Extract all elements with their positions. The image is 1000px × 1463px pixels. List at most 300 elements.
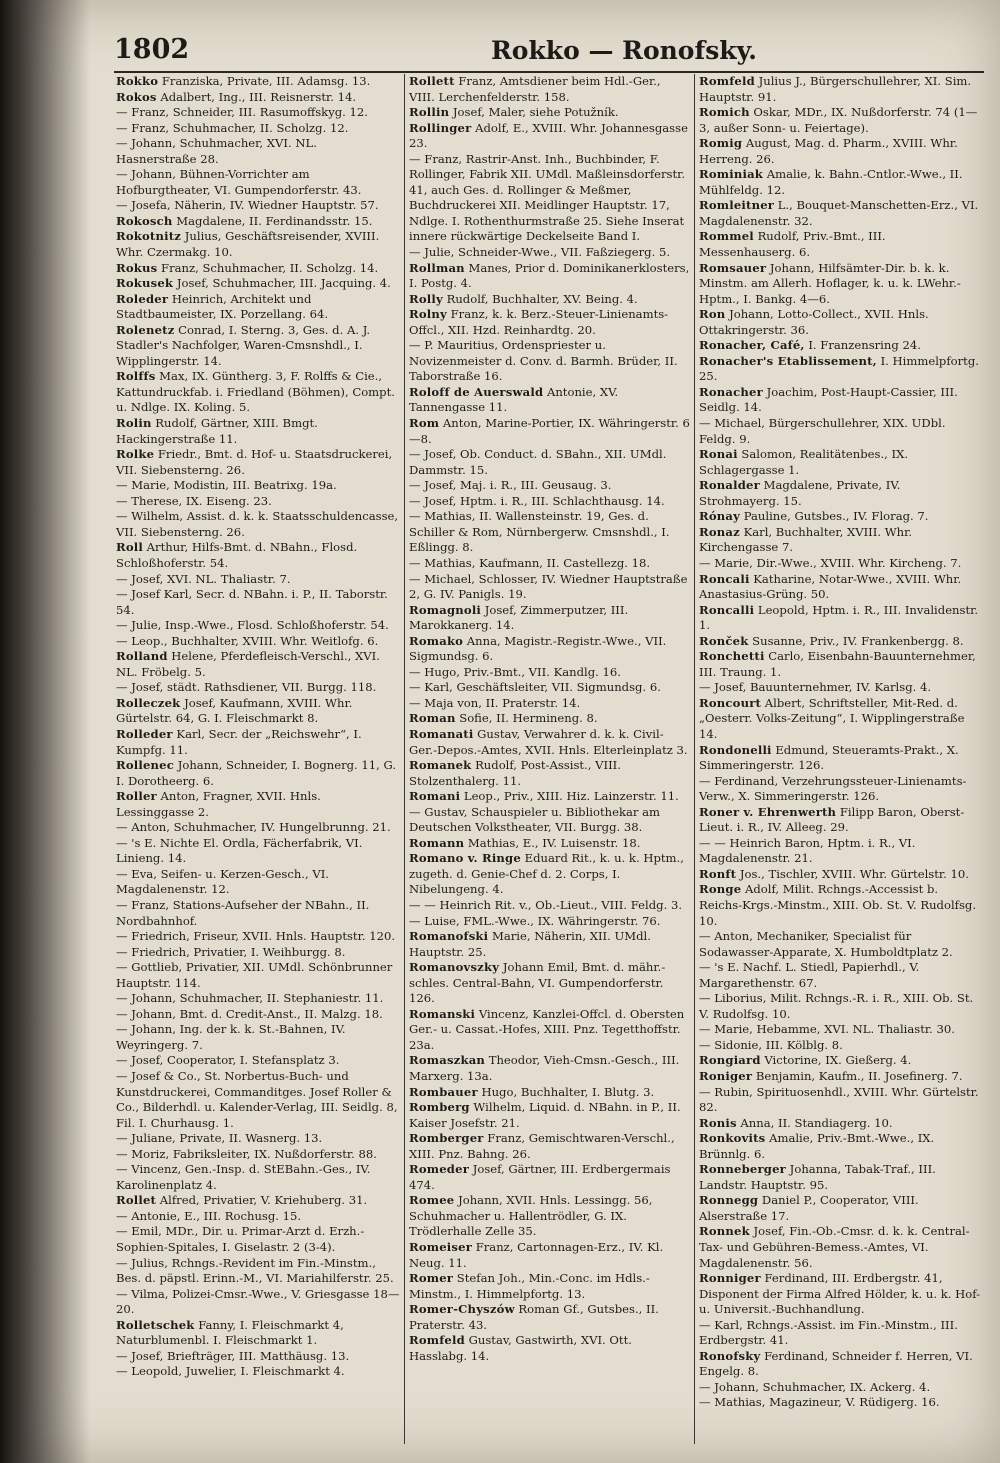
directory-entry	[699, 634, 980, 650]
entry-surname: Roniger	[699, 1069, 753, 1083]
directory-entry	[699, 1318, 980, 1349]
entry-text: — Emil, MDr., Dir. u. Primar-Arzt d. Erzh.-Sophien-Spitales, I. Giselastr. 2 (3-4).	[116, 1224, 365, 1255]
entry-surname: Roner v. Ehrenwerth	[699, 804, 837, 819]
directory-entry	[409, 572, 690, 603]
entry-text: — Leop., Buchhalter, XVIII. Whr. Weitlofg. 6.	[116, 633, 379, 648]
entry-text: Conrad, I. Sterng. 3, Ges. d. A. J. Stadler's Nachfolger, Waren-Cmsnshdl., I. Wipplingerstr. 14.	[116, 322, 371, 368]
directory-entry	[699, 1131, 980, 1162]
directory-entry	[409, 105, 690, 121]
directory-entry	[699, 478, 980, 509]
column-right	[694, 74, 984, 1444]
entry-text: — — Heinrich Baron, Hptm. i. R., VI. Magdalenenstr. 21.	[699, 835, 916, 866]
entry-text: Julius, Geschäftsreisender, XVIII. Whr. Czermakg. 10.	[116, 229, 380, 260]
directory-entry	[409, 385, 690, 416]
entry-text: — Maja von, II. Praterstr. 14.	[409, 695, 581, 710]
entry-surname: Romig	[699, 136, 743, 151]
directory-entry	[699, 696, 980, 743]
entry-text: Antonie, XV. Tannengasse 11.	[409, 384, 619, 415]
page-binding-edge	[0, 0, 90, 1463]
directory-entry	[699, 1053, 980, 1069]
directory-entry	[116, 416, 400, 447]
entry-surname: Rokosch	[116, 213, 173, 228]
entry-text: Rudolf, Buchhalter, XV. Being. 4.	[442, 291, 638, 306]
directory-entry	[409, 914, 690, 930]
entry-text: — Ferdinand, Verzehrungssteuer-Linienamts-Verw., X. Simmeringerstr. 126.	[699, 773, 967, 804]
directory-entry	[699, 1349, 980, 1380]
directory-entry	[699, 1380, 980, 1396]
directory-entry	[116, 167, 400, 198]
directory-entry	[699, 805, 980, 836]
entry-text: Filipp Baron, Oberst-Lieut. i. R., IV. Alleeg. 29.	[699, 804, 965, 835]
entry-text: — Vilma, Polizei-Cmsr.-Wwe., V. Griesgasse 18—20.	[116, 1286, 400, 1317]
directory-entry	[699, 447, 980, 478]
entry-text: — Josef, Hptm. i. R., III. Schlachthausg. 14.	[409, 493, 665, 508]
entry-text: Josef, Fin.-Ob.-Cmsr. d. k. k. Central-Tax- und Gebühren-Bemess.-Amtes, VI. Magdalenenstr. 56.	[699, 1224, 970, 1270]
directory-entry	[699, 198, 980, 229]
entry-text: — Josefa, Näherin, IV. Wiedner Hauptstr. 57.	[116, 198, 379, 213]
entry-text: Anna, II. Standiagerg. 10.	[736, 1115, 893, 1130]
entry-text: Victorine, IX. Gießerg. 4.	[760, 1053, 912, 1068]
entry-surname: Rondonelli	[699, 742, 772, 757]
entry-text: Julius J., Bürgerschullehrer, XI. Sim. Hauptstr. 91.	[699, 74, 972, 104]
entry-surname: Romanati	[409, 726, 474, 741]
directory-entry	[116, 680, 400, 696]
entry-surname: Romfeld	[409, 1333, 465, 1348]
entry-surname: Ronaz	[699, 524, 740, 539]
entry-surname: Ronge	[699, 882, 742, 897]
entry-text: — Josef, Bauunternehmer, IV. Karlsg. 4.	[699, 680, 932, 695]
entry-surname: Rokotnitz	[116, 229, 182, 244]
entry-text: Arthur, Hilfs-Bmt. d. NBahn., Flosd. Schloßhoferstr. 54.	[116, 540, 358, 570]
entry-text: Johann, Schneider, I. Bognerg. 11, G. I. Dorotheerg. 6.	[116, 758, 397, 788]
entry-surname: Ronofsky	[699, 1348, 761, 1363]
entry-text: — Friedrich, Friseur, XVII. Hnls. Hauptstr. 120.	[116, 929, 396, 944]
entry-surname: Rokus	[116, 260, 158, 275]
entry-surname: Romaszkan	[409, 1053, 486, 1068]
entry-text: Rudolf, Post-Assist., VIII. Stolzenthalerg. 11.	[409, 758, 621, 788]
entry-text: — Franz, Schuhmacher, II. Scholzg. 12.	[116, 120, 349, 135]
entry-text: — Josef, Cooperator, I. Stefansplatz 3.	[116, 1053, 340, 1068]
entry-text: Eduard Rit., k. u. k. Hptm., zugeth. d. Genie-Chef d. 2. Corps, I. Nibelungeng. 4.	[409, 851, 684, 897]
entry-surname: Romleitner	[699, 198, 775, 213]
directory-entry	[409, 556, 690, 572]
directory-entry	[409, 836, 690, 852]
entry-text: Oskar, MDr., IX. Nußdorferstr. 74 (1—3, außer Sonn- u. Feiertage).	[699, 105, 978, 135]
entry-surname: Ronnegg	[699, 1193, 759, 1208]
entry-text: Franz, k. k. Berz.-Steuer-Linienamts-Offcl., XII. Hzd. Reinhardtg. 20.	[409, 307, 669, 337]
entry-surname: Rollet	[116, 1193, 157, 1208]
entry-surname: Rom	[409, 416, 440, 431]
entry-surname: Romann	[409, 835, 465, 850]
entry-text: Katharine, Notar-Wwe., XVIII. Whr. Anastasius-Grüng. 50.	[699, 571, 962, 602]
directory-entry	[699, 525, 980, 556]
entry-surname: Ronai	[699, 447, 738, 462]
entry-text: — Johann, Bühnen-Vorrichter am Hofburgtheater, VI. Gumpendorferstr. 43.	[116, 167, 362, 197]
entry-text: Josef, Maler, siehe Potužník.	[449, 105, 619, 120]
entry-text: Edmund, Steueramts-Prakt., X. Simmeringerstr. 126.	[699, 742, 959, 773]
entry-text: Amalie, Priv.-Bmt.-Wwe., IX. Brünnlg. 6.	[699, 1131, 935, 1161]
directory-entry	[409, 245, 690, 261]
entry-text: Adolf, Milit. Rchngs.-Accessist b. Reichs-Krgs.-Minstm., XIII. Ob. St. V. Rudolfsg. 10.	[699, 882, 977, 928]
entry-text: — Josef, städt. Rathsdiener, VII. Burgg. 118.	[116, 680, 377, 695]
entry-surname: Rongiard	[699, 1053, 761, 1068]
entry-text: Helene, Pferdefleisch-Verschl., XVI. NL. Fröbelg. 5.	[116, 649, 380, 679]
directory-entry	[116, 991, 400, 1007]
directory-entry	[116, 1053, 400, 1069]
entry-surname: Ronnek	[699, 1224, 750, 1239]
entry-text: Franz, Gemischtwaren-Verschl., XIII. Pnz. Bahng. 26.	[409, 1131, 675, 1161]
entry-surname: Rommel	[699, 229, 754, 244]
directory-entry	[699, 1224, 980, 1271]
directory-entry	[409, 447, 690, 478]
directory-entry	[116, 121, 400, 137]
column-middle	[404, 74, 694, 1444]
entry-surname: Rolin	[116, 416, 152, 431]
directory-entry	[116, 1364, 400, 1380]
entry-text: — Mathias, Magazineur, V. Rüdigerg. 16.	[699, 1395, 940, 1410]
directory-entry	[699, 882, 980, 929]
entry-text: Franz, Amtsdiener beim Hdl.-Ger., VIII. Lerchenfelderstr. 158.	[409, 74, 661, 104]
entry-text: Roman Gf., Gutsbes., II. Praterstr. 43.	[409, 1302, 659, 1332]
page-header	[114, 34, 984, 70]
entry-text: Daniel P., Cooperator, VIII. Alserstraße 17.	[699, 1193, 919, 1223]
entry-surname: Ronkovits	[699, 1131, 766, 1146]
directory-entry	[699, 1085, 980, 1116]
entry-text: Magdalene, II. Ferdinandsstr. 15.	[172, 213, 373, 228]
entry-text: — Liborius, Milit. Rchngs.-R. i. R., XIII. Ob. St. V. Rudolfsg. 10.	[699, 991, 974, 1021]
entry-text: Adalbert, Ing., III. Reisnerstr. 14.	[156, 89, 357, 104]
entry-text: Hugo, Buchhalter, I. Blutg. 3.	[477, 1084, 655, 1099]
entry-text: — Franz, Stations-Aufseher der NBahn., II. Nordbahnhof.	[116, 897, 370, 928]
directory-entry	[116, 1256, 400, 1287]
entry-text: — Moriz, Fabriksleiter, IX. Nußdorferstr. 88.	[116, 1146, 377, 1161]
entry-text: Gustav, Verwahrer d. k. k. Civil-Ger.-Depos.-Amtes, XVII. Hnls. Elterleinplatz 3.	[409, 726, 688, 757]
directory-entry	[116, 789, 400, 820]
entry-surname: Rollett	[409, 74, 455, 88]
entry-text: — 's E. Nachf. L. Stiedl, Papierhdl., V. Margarethenstr. 67.	[699, 960, 920, 990]
directory-entry	[409, 261, 690, 292]
entry-text: — Gottlieb, Privatier, XII. UMdl. Schönbrunner Hauptstr. 114.	[116, 960, 393, 990]
entry-text: — — Heinrich Rit. v., Ob.-Lieut., VIII. Feldg. 3.	[409, 897, 683, 912]
directory-entry	[409, 478, 690, 494]
directory-entry	[116, 540, 400, 571]
directory-entry	[409, 711, 690, 727]
entry-surname: Romeder	[409, 1162, 470, 1177]
directory-entry	[116, 214, 400, 230]
directory-entry	[699, 1271, 980, 1318]
entry-text: Carlo, Eisenbahn-Bauunternehmer, III. Traung. 1.	[699, 649, 976, 679]
entry-text: — Marie, Hebamme, XVI. NL. Thaliastr. 30.	[699, 1022, 955, 1037]
entry-surname: Romako	[409, 633, 464, 648]
entry-surname: Rollinger	[409, 120, 472, 135]
directory-entry	[409, 665, 690, 681]
directory-entry	[116, 587, 400, 618]
entry-surname: Ronchetti	[699, 649, 765, 664]
directory-entry	[699, 1395, 980, 1411]
directory-entry	[409, 634, 690, 665]
entry-surname: Romfeld	[699, 74, 755, 88]
entry-surname: Rolenetz	[116, 322, 175, 337]
entry-text: — Michael, Schlosser, IV. Wiedner Hauptstraße 2, G. IV. Panigls. 19.	[409, 571, 688, 602]
entry-text: — Marie, Modistin, III. Beatrixg. 19a.	[116, 478, 337, 493]
entry-text: — Michael, Bürgerschullehrer, XIX. UDbl. Feldg. 9.	[699, 416, 946, 446]
entry-text: — Franz, Schneider, III. Rasumoffskyg. 12.	[116, 105, 368, 120]
directory-entry	[699, 774, 980, 805]
directory-entry	[699, 509, 980, 525]
directory-entry	[409, 1193, 690, 1240]
entry-columns	[114, 74, 986, 1444]
directory-entry	[116, 960, 400, 991]
directory-entry	[116, 1069, 400, 1131]
entry-surname: Romanski	[409, 1006, 476, 1021]
directory-entry	[116, 198, 400, 214]
entry-text: Franz, Cartonnagen-Erz., IV. Kl. Neug. 11.	[409, 1240, 664, 1270]
directory-entry	[699, 1162, 980, 1193]
entry-text: — Johann, Schuhmacher, XVI. NL. Hasnerstraße 28.	[116, 136, 317, 166]
directory-entry	[409, 696, 690, 712]
entry-text: — Sidonie, III. Kölblg. 8.	[699, 1037, 843, 1052]
directory-entry	[116, 136, 400, 167]
directory-entry	[699, 572, 980, 603]
entry-text: Karl, Secr. der „Reichswehr“, I. Kumpfg. 11.	[116, 726, 362, 757]
entry-surname: Rolke	[116, 447, 155, 462]
directory-entry	[116, 478, 400, 494]
column-left	[114, 74, 404, 1444]
entry-text: Rudolf, Gärtner, XIII. Bmgt. Hackingerstraße 11.	[116, 416, 318, 446]
entry-surname: Rolleder	[116, 726, 173, 741]
directory-entry	[699, 1116, 980, 1132]
directory-entry	[699, 136, 980, 167]
entry-text: — Johann, Schuhmacher, IX. Ackerg. 4.	[699, 1379, 931, 1394]
directory-entry	[699, 1038, 980, 1054]
directory-entry	[116, 1162, 400, 1193]
entry-text: Manes, Prior d. Dominikanerklosters, I. Postg. 4.	[409, 260, 690, 291]
entry-surname: Roller	[116, 789, 157, 804]
directory-entry	[116, 618, 400, 634]
directory-entry	[116, 105, 400, 121]
directory-entry	[116, 758, 400, 789]
directory-entry	[116, 836, 400, 867]
directory-entry	[699, 867, 980, 883]
entry-text: Rudolf, Priv.-Bmt., III. Messenhauserg. 6.	[699, 229, 886, 260]
entry-surname: Roncalli	[699, 602, 755, 617]
entry-surname: Romanovszky	[409, 960, 500, 975]
entry-text: Gustav, Gastwirth, XVI. Ott. Hasslabg. 14.	[409, 1333, 632, 1363]
entry-surname: Romano v. Ringe	[409, 851, 521, 866]
entry-surname: Romee	[409, 1193, 455, 1208]
entry-surname: Rokusek	[116, 276, 174, 291]
directory-entry	[409, 789, 690, 805]
entry-surname: Romberger	[409, 1131, 484, 1146]
directory-entry	[699, 354, 980, 385]
entry-surname: Romer	[409, 1271, 454, 1286]
directory-entry	[699, 603, 980, 634]
directory-entry	[116, 1131, 400, 1147]
entry-text: Heinrich, Architekt und Stadtbaumeister, IX. Porzellang. 64.	[116, 291, 329, 322]
entry-text: — Karl, Geschäftsleiter, VII. Sigmundsg. 6.	[409, 680, 661, 695]
directory-entry	[699, 680, 980, 696]
entry-surname: Rollman	[409, 260, 465, 275]
entry-text: — Leopold, Juwelier, I. Fleischmarkt 4.	[116, 1364, 345, 1379]
entry-text: Adolf, E., XVIII. Whr. Johannesgasse 23.	[409, 120, 688, 151]
entry-text: I. Franzensring 24.	[804, 338, 921, 353]
directory-entry	[116, 634, 400, 650]
directory-entry	[409, 1271, 690, 1302]
entry-surname: Ronalder	[699, 478, 760, 493]
entry-text: — Karl, Rchngs.-Assist. im Fin.-Minstm., III. Erdbergstr. 41.	[699, 1317, 958, 1348]
entry-text: — Luise, FML.-Wwe., IX. Währingerstr. 76.	[409, 913, 661, 928]
entry-text: — Julie, Schneider-Wwe., VII. Faßziegerg. 5.	[409, 245, 671, 260]
directory-entry	[409, 416, 690, 447]
entry-text: — Anton, Mechaniker, Specialist für Sodawasser-Apparate, X. Humboldtplatz 2.	[699, 929, 953, 959]
entry-text: Anton, Fragner, XVII. Hnls. Lessinggasse 2.	[116, 789, 321, 819]
directory-entry	[409, 805, 690, 836]
directory-entry	[116, 261, 400, 277]
entry-text: — Rubin, Spirituosenhdl., XVIII. Whr. Gürtelstr. 82.	[699, 1084, 979, 1115]
directory-entry	[409, 494, 690, 510]
entry-text: August, Mag. d. Pharm., XVIII. Whr. Herreng. 26.	[699, 136, 958, 166]
entry-text: Joachim, Post-Haupt-Cassier, III. Seidlg. 14.	[699, 384, 958, 415]
directory-entry	[116, 229, 400, 260]
directory-entry	[409, 929, 690, 960]
directory-entry	[116, 509, 400, 540]
entry-text: — Antonie, E., III. Rochusg. 15.	[116, 1208, 302, 1223]
entry-text: — 's E. Nichte El. Ordla, Fächerfabrik, VI. Linieng. 14.	[116, 835, 363, 866]
entry-text: — Josef & Co., St. Norbertus-Buch- und Kunstdruckerei, Commanditges. Josef Roller & Co., Bilderhdl. u. Kalender-Verlag, III. Seidlg. 8, Fil. I. Churhausg. 1.	[116, 1069, 398, 1130]
directory-entry	[116, 369, 400, 416]
directory-entry	[116, 494, 400, 510]
directory-entry	[409, 727, 690, 758]
entry-text: Anton, Marine-Portier, IX. Währingerstr. 6—8.	[409, 416, 690, 446]
entry-surname: Romanek	[409, 758, 472, 773]
entry-text: — Josef, Ob. Conduct. d. SBahn., XII. UMdl. Dammstr. 15.	[409, 447, 667, 477]
entry-text: Johann, Hilfsämter-Dir. b. k. k. Minstm. am Allerh. Hoflager, k. u. k. LWehr.-Hptm., I. Bankg. 4—6.	[699, 260, 961, 306]
entry-surname: Rolleczek	[116, 695, 181, 710]
entry-text: — Johann, Ing. der k. k. St.-Bahnen, IV. Weyringerg. 7.	[116, 1022, 346, 1052]
entry-text: Ferdinand, III. Erdbergstr. 41, Disponent der Firma Alfred Hölder, k. u. k. Hof- u. Universit.-Buchhandlung.	[699, 1271, 981, 1317]
directory-entry	[409, 338, 690, 385]
directory-entry	[409, 680, 690, 696]
entry-text: — Franz, Rastrir-Anst. Inh., Buchbinder, F. Rollinger, Fabrik XII. UMdl. Maßleinsdorferstr. 41, auch Ges. d. Rollinger & Meßmer, Buchdruckerei XII. Meidlinger Hauptstr. 17, Ndlge. I. Rothenthurmstraße 25. Siehe Inserat innere rückwärtige Deckelseite Band I.	[409, 151, 686, 244]
entry-surname: Rolny	[409, 307, 447, 322]
directory-entry	[116, 323, 400, 370]
entry-text: — Juliane, Private, II. Wasnerg. 13.	[116, 1131, 323, 1146]
entry-text: — Josef, Maj. i. R., III. Geusaug. 3.	[409, 478, 612, 493]
entry-text: — Friedrich, Privatier, I. Weihburgg. 8.	[116, 944, 346, 959]
directory-entry	[116, 1007, 400, 1023]
directory-entry	[699, 1022, 980, 1038]
directory-entry	[409, 152, 690, 245]
entry-surname: Rokos	[116, 89, 157, 104]
directory-entry	[699, 307, 980, 338]
running-head: Rokko — Ronofsky.	[491, 36, 757, 65]
entry-text: Pauline, Gutsbes., IV. Florag. 7.	[740, 509, 929, 524]
entry-text: Benjamin, Kaufm., II. Josefinerg. 7.	[752, 1069, 963, 1083]
entry-text: Sofie, II. Hermineng. 8.	[455, 711, 598, 726]
directory-entry	[116, 1287, 400, 1318]
entry-text: Alfred, Privatier, V. Kriehuberg. 31.	[156, 1193, 368, 1208]
directory-entry	[699, 416, 980, 447]
directory-entry	[116, 1022, 400, 1053]
entry-text: — Julius, Rchngs.-Revident im Fin.-Minstm., Bes. d. päpstl. Erinn.-M., VI. Mariahilferstr. 25.	[116, 1255, 394, 1286]
entry-text: L., Bouquet-Manschetten-Erz., VI. Magdalenenstr. 32.	[699, 198, 979, 228]
entry-surname: Romani	[409, 789, 461, 804]
directory-entry	[116, 1318, 400, 1349]
directory-entry	[409, 1053, 690, 1084]
directory-entry	[116, 929, 400, 945]
entry-text: Vincenz, Kanzlei-Offcl. d. Obersten Ger.- u. Cassat.-Hofes, XIII. Pnz. Tegetthoffstr. 23a.	[409, 1006, 685, 1052]
entry-surname: Ronacher, Café,	[699, 338, 805, 353]
directory-entry	[116, 1209, 400, 1225]
directory-entry	[699, 167, 980, 198]
entry-text: Johann Emil, Bmt. d. mähr.-schles. Central-Bahn, VI. Gumpendorferstr. 126.	[409, 960, 666, 1006]
directory-entry	[409, 1007, 690, 1054]
directory-entry	[699, 105, 980, 136]
entry-text: — Julie, Insp.-Wwe., Flosd. Schloßhoferstr. 54.	[116, 618, 389, 633]
directory-entry	[409, 1302, 690, 1333]
directory-entry	[699, 960, 980, 991]
directory-entry	[409, 898, 690, 914]
entry-surname: Roman	[409, 711, 456, 726]
entry-surname: Rolffs	[116, 369, 156, 384]
entry-surname: Romich	[699, 105, 750, 120]
entry-text: Max, IX. Güntherg. 3, F. Rolffs & Cie., Kattundruckfab. i. Friedland (Böhmen), Compt. u. Ndlge. IX. Koling. 5.	[116, 369, 395, 415]
directory-entry	[116, 649, 400, 680]
entry-text: — Wilhelm, Assist. d. k. k. Staatsschuldencasse, VII. Siebensterng. 26.	[116, 509, 399, 539]
entry-surname: Romsauer	[699, 260, 767, 275]
entry-surname: Rolly	[409, 291, 443, 306]
directory-entry	[699, 229, 980, 260]
header-rule	[114, 71, 984, 73]
entry-surname: Ron	[699, 307, 726, 322]
directory-entry	[699, 743, 980, 774]
entry-surname: Romeiser	[409, 1240, 473, 1255]
entry-text: — Mathias, II. Wallensteinstr. 19, Ges. d. Schiller & Rom, Nürnbergerw. Cmsnshdl., I. Eßlingg. 8.	[409, 509, 670, 555]
directory-entry	[116, 727, 400, 758]
directory-entry	[409, 292, 690, 308]
directory-entry	[699, 385, 980, 416]
directory-entry	[409, 74, 690, 105]
entry-text: — Marie, Dir.-Wwe., XVIII. Whr. Kircheng. 7.	[699, 555, 962, 570]
entry-surname: Rolland	[116, 649, 168, 664]
directory-entry	[409, 307, 690, 338]
directory-entry	[409, 1240, 690, 1271]
entry-text: Anna, Magistr.-Registr.-Wwe., VII. Sigmundsg. 6.	[409, 633, 667, 664]
entry-text: — Anton, Schuhmacher, IV. Hungelbrunng. 21.	[116, 820, 391, 835]
directory-entry	[699, 1069, 980, 1085]
entry-surname: Ronniger	[699, 1271, 761, 1286]
entry-surname: Romagnoli	[409, 602, 482, 617]
directory-entry	[409, 1162, 690, 1193]
directory-entry	[699, 556, 980, 572]
entry-surname: Roloff de Auerswald	[409, 384, 544, 399]
entry-text: — Josef, Briefträger, III. Matthäusg. 13.	[116, 1348, 350, 1363]
directory-entry	[409, 1333, 690, 1364]
entry-text: — Johann, Bmt. d. Credit-Anst., II. Malzg. 18.	[116, 1006, 383, 1021]
entry-text: Franziska, Private, III. Adamsg. 13.	[158, 74, 371, 88]
directory-entry	[699, 836, 980, 867]
directory-entry	[699, 929, 980, 960]
directory-entry	[699, 991, 980, 1022]
entry-surname: Rónay	[699, 509, 741, 524]
entry-text: Ferdinand, Schneider f. Herren, VI. Engelg. 8.	[699, 1348, 973, 1379]
entry-text: Magdalene, Private, IV. Strohmayerg. 15.	[699, 478, 901, 508]
entry-surname: Roleder	[116, 291, 169, 306]
directory-entry	[699, 338, 980, 354]
entry-text: Josef, Schuhmacher, III. Jacquing. 4.	[173, 276, 391, 291]
entry-text: — Josef, XVI. NL. Thaliastr. 7.	[116, 571, 291, 586]
directory-entry	[699, 74, 980, 105]
